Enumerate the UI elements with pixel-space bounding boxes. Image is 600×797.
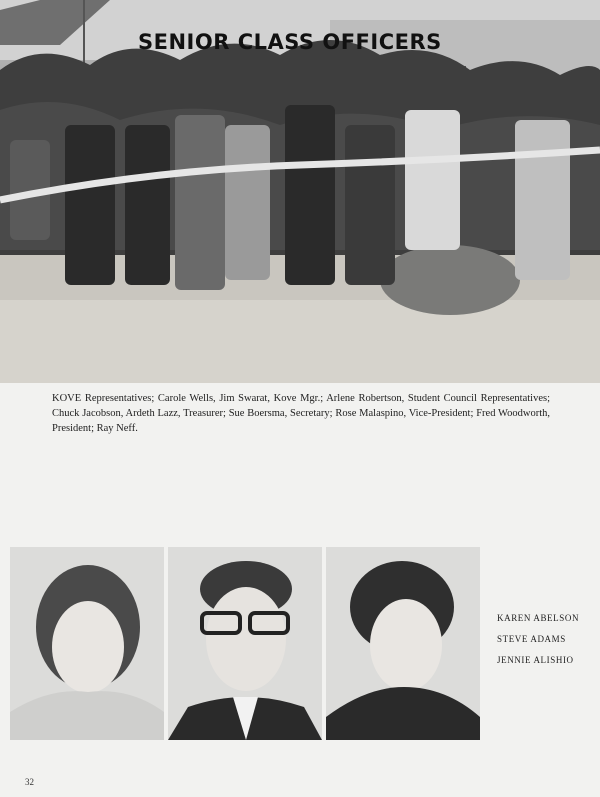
senior-name: JENNIE ALISHIO <box>497 655 574 665</box>
senior-name: KAREN ABELSON <box>497 613 580 623</box>
page-number: 32 <box>25 777 34 787</box>
group-photo <box>0 0 600 383</box>
portrait-karen-abelson <box>10 547 164 740</box>
senior-names-list <box>497 613 579 676</box>
portrait-steve-adams <box>168 547 322 740</box>
photo-title: SENIOR CLASS OFFICERS <box>138 30 442 54</box>
group-photo-illustration <box>0 0 600 383</box>
portrait-illustration <box>326 547 480 740</box>
portrait-illustration <box>168 547 322 740</box>
senior-name: STEVE ADAMS <box>497 634 566 644</box>
photo-caption: KOVE Representatives; Carole Wells, Jim Swarat, Kove Mgr.; Arlene Robertson, Student Council Representatives; Chuck Jacobson, Ardeth Lazz, Treasurer; Sue Boersma, Secretary; Rose Malaspino, Vice-President; Fred Woodworth, President; Ray Neff. <box>52 393 550 434</box>
portrait-illustration <box>10 547 164 740</box>
portrait-jennie-alishio <box>326 547 480 740</box>
